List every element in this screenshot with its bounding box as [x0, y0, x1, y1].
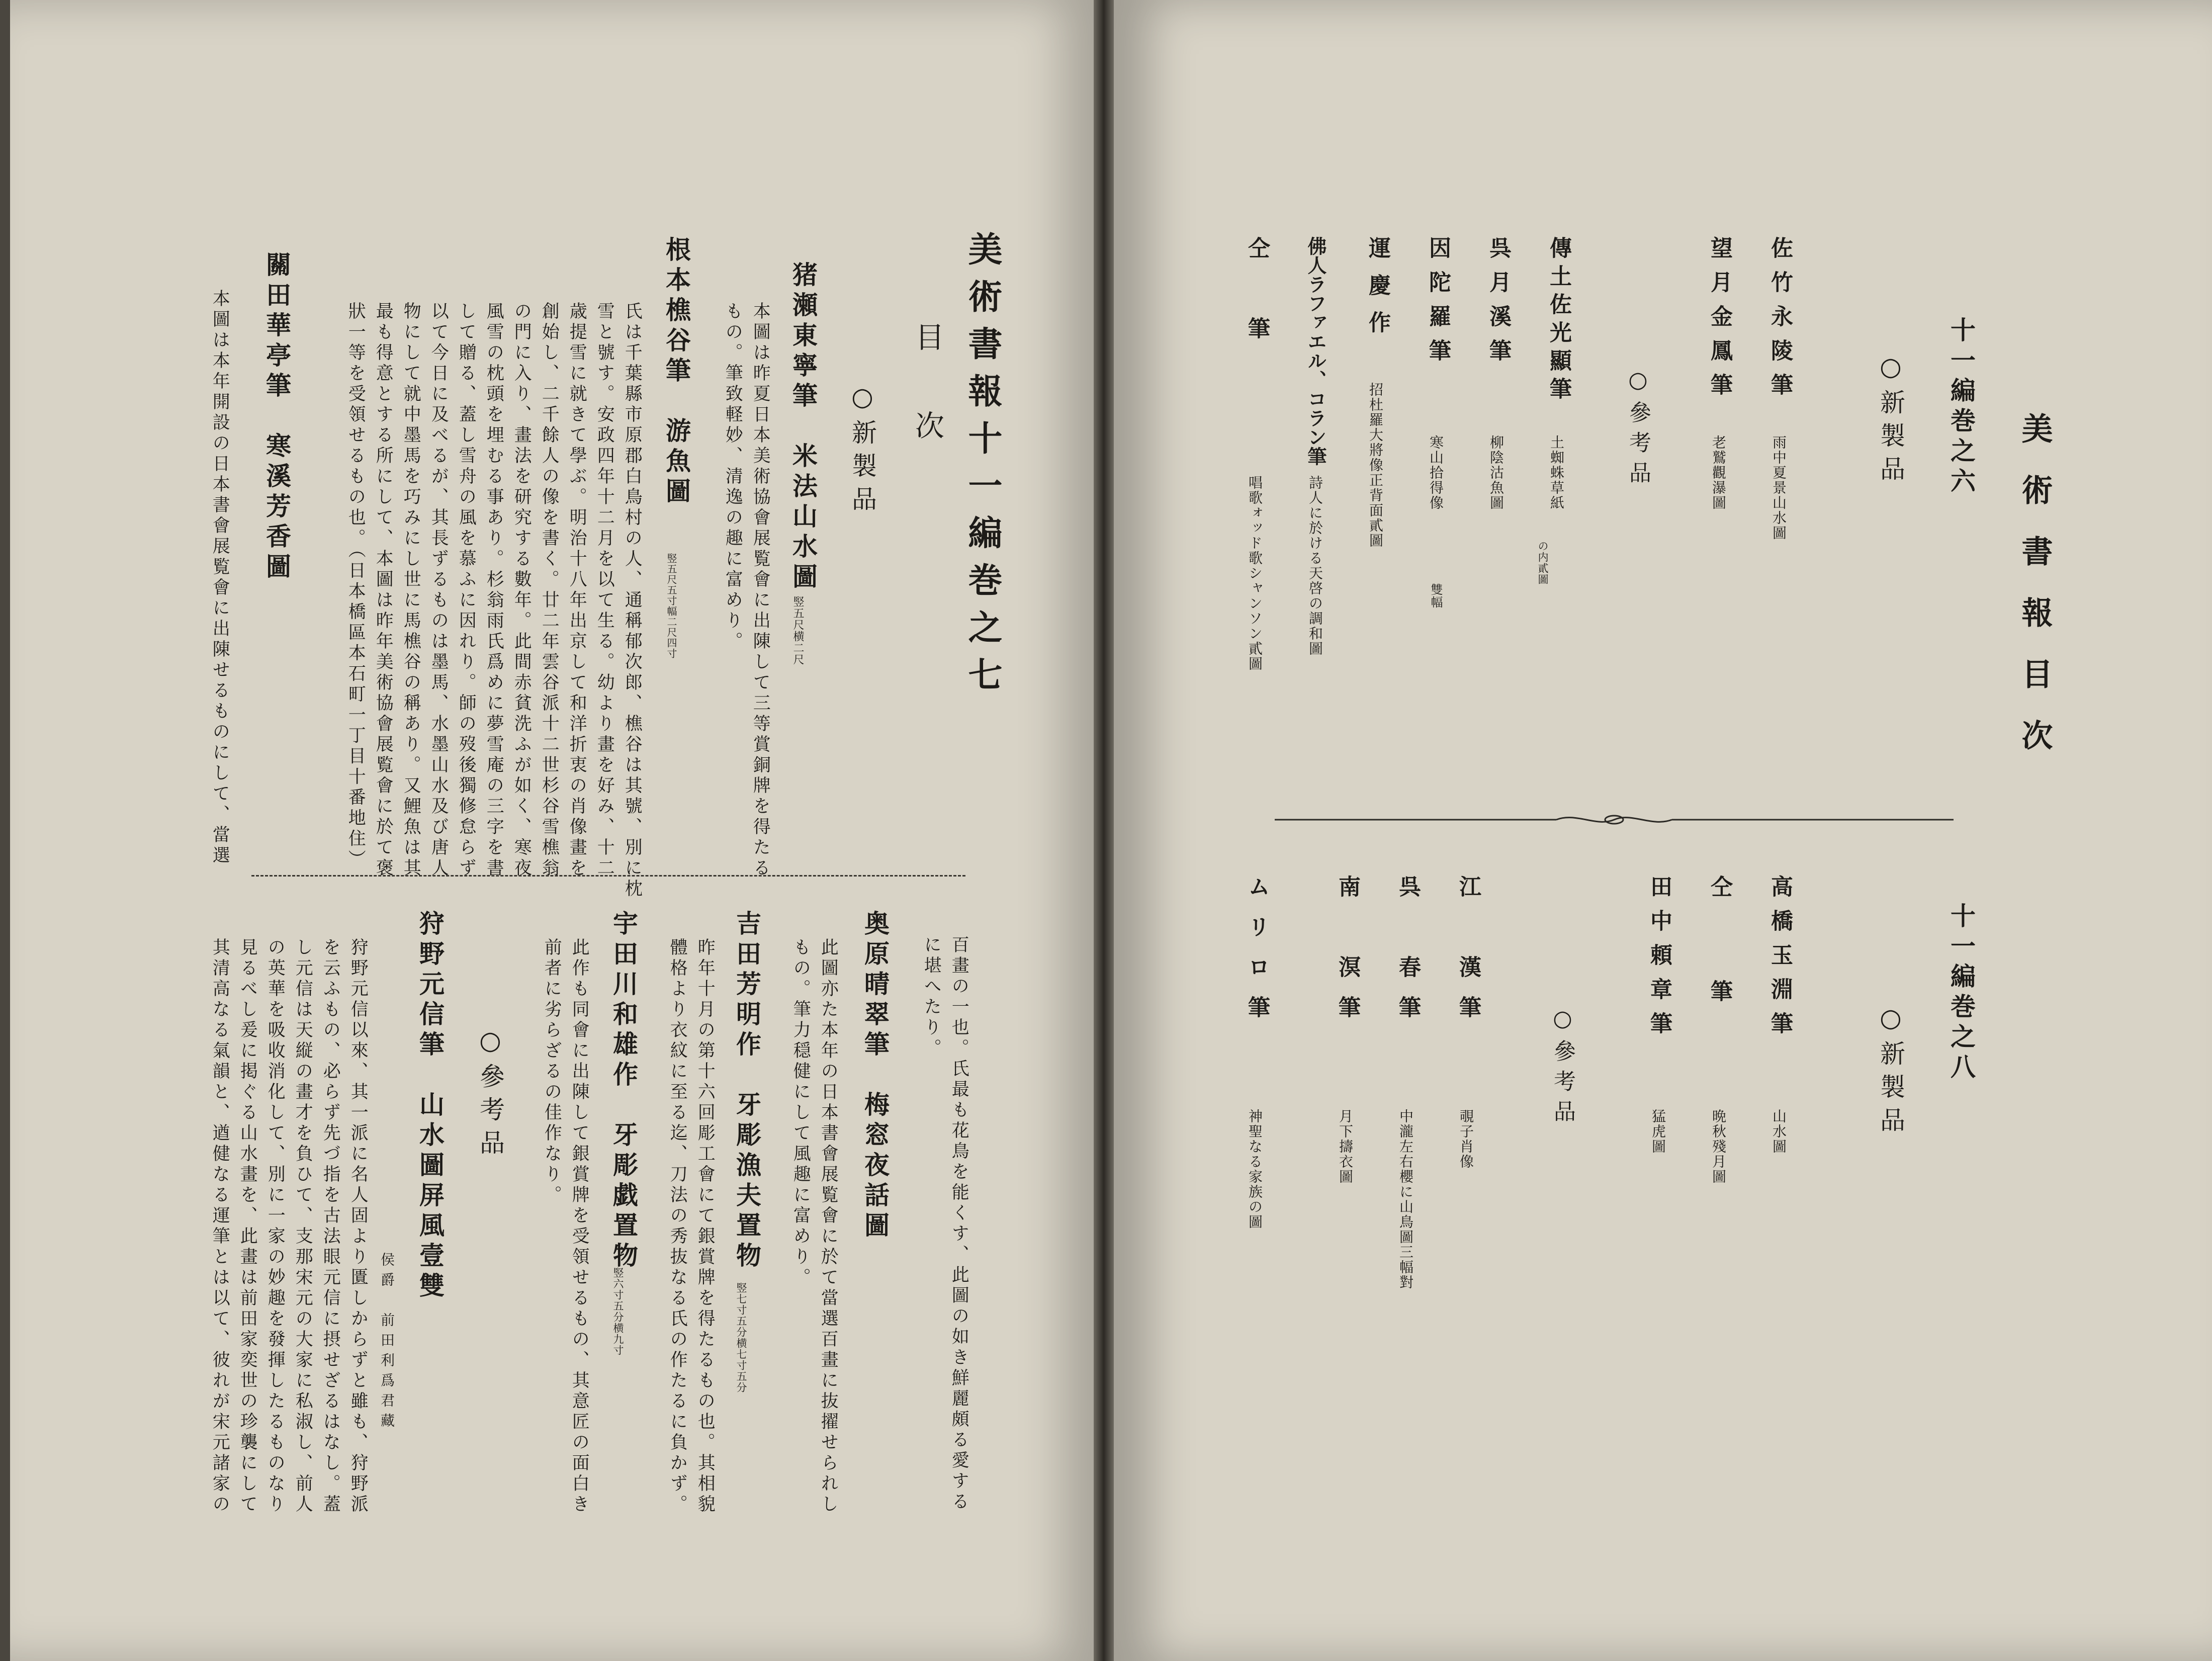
volume-8-heading: 十一編巻之八: [1946, 903, 1976, 1084]
vol6-ref4-artist: 運慶作: [1365, 236, 1390, 348]
vol6-ref6-work: 唱歌ォッド歌シャンソン貳圖: [1247, 475, 1263, 671]
entry-5-desc-line-1: 昨年十月の第十六回彫工會にて銀賞牌を得たるもの也。其相貌: [695, 938, 716, 1515]
vol6-item2-work: 老鷲觀瀑圖: [1710, 435, 1727, 510]
vol8-ref3-work: 月下擣衣圖: [1337, 1109, 1354, 1184]
new-products-heading: ○新製品: [848, 382, 877, 519]
left-page: [10, 0, 1094, 1661]
main-title: 美術書報目次: [2016, 412, 2053, 780]
ref-1-desc-line-6: 其清高なる氣韻と、遒健なる運筆とは以て、彼れが宋元諸家の: [210, 938, 230, 1515]
entry-1-desc-line-1: 本圖は昨夏日本美術協會展覧會に出陳して三等賞銅牌を得たる: [750, 302, 771, 879]
entry-2-desc-line-8: 以て今日に及べるが、其長ずるものは墨馬、水墨山水及び唐人: [428, 302, 449, 879]
vol6-ref5-work: 詩人に於ける天啓の調和圖: [1307, 475, 1323, 656]
entry-5-size: 竪七寸五分横七寸五分: [735, 1282, 747, 1393]
vol8-ref1-artist: 江 漢筆: [1455, 875, 1481, 1036]
bleed-through-left: [463, 261, 498, 284]
vol8-item1-work: 山水圖: [1771, 1109, 1787, 1154]
ref-1-desc-line-5: 見るべし爰に掲ぐる山水畫を、此畫は前田家奕世の珍襲にして: [237, 938, 258, 1515]
vol8-ref2-work: 中瀧左右櫻に山鳥圖三幅對: [1397, 1109, 1414, 1290]
vol6-ref3-artist: 因陀羅筆: [1425, 236, 1451, 373]
entry-2-desc-line-4: 創始し、二千餘人の像を書く。廿二年雲谷派十二世杉谷雪樵翁: [539, 302, 560, 879]
contents-heading: 目 次: [910, 322, 944, 455]
vol6-ref2-work: 柳陰沽魚圖: [1488, 435, 1505, 510]
entry-2-desc-line-7: して贈る、蓋し雪舟の風を慕ふに因れり。師の歿後獨修怠らず: [456, 302, 477, 879]
entry-6-heading: 宇田川和雄作 牙彫戯置物: [609, 910, 639, 1272]
entry-2-heading: 根本樵谷筆 游魚圖: [662, 236, 691, 508]
vol6-ref1-note: の内貳圖: [1537, 541, 1549, 585]
entry-2-desc-line-10: 最も得意とする所にして、本圖は昨年美術協會展覧會に於て褒: [373, 302, 394, 879]
entry-5-heading: 吉田芳明作 牙彫漁夫置物: [732, 910, 762, 1272]
vol8-ref1-work: 覗子肖像: [1458, 1109, 1474, 1169]
volume-7-title: 美術書報十一編巻之七: [962, 231, 1003, 704]
entry-3-heading: 關田華亭筆 寒溪芳香圖: [262, 251, 292, 583]
right-page: [1114, 0, 2212, 1661]
entry-2-desc-line-3: 歳提雪に就きて學ぶ。明治十八年出京して和洋折衷の肖像畫を: [567, 302, 587, 879]
vol6-ref4-work: 招杜羅大將像正背面貳圖: [1367, 382, 1384, 548]
section-divider: [251, 875, 965, 877]
reference-heading: ○參考品: [476, 1026, 505, 1163]
vol8-item3-artist: 田中頼章筆: [1646, 875, 1672, 1046]
entry-3-desc-cont-line-1: 百畫の一也。氏最も花鳥を能くす、此圖の如き鮮麗頗る愛する: [949, 935, 969, 1513]
entry-2-desc-line-9: 物にして就中墨馬を巧みにし世に馬樵谷の稱あり。又鯉魚は其: [401, 302, 421, 879]
entry-5-desc-line-2: 體格より衣紋に至る迄、刀法の秀抜なる氏の作たるに負かず。: [667, 938, 688, 1515]
entry-4-desc-line-2: もの。筆力穏健にして風趣に富めり。: [790, 938, 811, 1288]
entry-2-desc-line-2: 雪と號す。安政四年十二月を以て生る。幼より畫を好み、十二: [594, 302, 615, 879]
vol6-new-products-heading: ○新製品: [1876, 352, 1905, 489]
ref-1-desc-line-2: を云ふもの、必らず先づ指を古法眼元信に摂せざるはなし。蓋: [320, 938, 341, 1515]
vol8-ref4-work: 神聖なる家族の圖: [1247, 1109, 1263, 1230]
vol6-ref1-artist: 傳土佐光顯筆: [1546, 236, 1571, 405]
ornamental-divider: [1275, 812, 1954, 827]
entry-6-size: 竪六寸五分横九寸: [612, 1267, 624, 1356]
vol6-item1-artist: 佐竹永陵筆: [1767, 236, 1793, 407]
vol6-item2-artist: 望月金鳳筆: [1707, 236, 1732, 407]
entry-4-heading: 奥原晴翠筆 梅窓夜話圖: [860, 910, 890, 1242]
ref-1-heading: 狩野元信筆 山水圖屏風壹雙: [415, 910, 445, 1302]
vol6-ref5-artist: 佛人ラファエル、コラン筆: [1304, 236, 1327, 466]
ref-1-desc-line-4: の英華を吸收消化して、別に一家の妙趣を發揮したるものなり: [265, 938, 286, 1515]
ref-1-desc-line-1: 狩野元信以來、其一派に名人固より匱しからずと雖も、狩野派: [348, 938, 369, 1515]
vol8-reference-heading: ○參考品: [1550, 1006, 1575, 1130]
vol8-ref2-artist: 呉 春筆: [1395, 875, 1421, 1036]
entry-2-desc-line-1: 氏は千葉縣市原郡白鳥村の人、通稱郁次郎、樵谷は其號、別に枕: [622, 302, 643, 900]
vol6-ref3-work: 寒山拾得像: [1428, 435, 1444, 510]
vol6-ref2-artist: 呉月溪筆: [1485, 236, 1511, 373]
entry-6-desc-line-2: 前者に劣らざるの佳作なり。: [542, 938, 562, 1206]
vol8-ref3-artist: 南 溟筆: [1335, 875, 1360, 1036]
entry-4-desc-line-1: 此圖亦た本年の日本書會展覧會に於て當選百畫に抜擢せられし: [818, 938, 839, 1515]
vol8-item3-work: 猛虎圖: [1650, 1109, 1666, 1154]
entry-2-desc-line-6: 風雪の枕頭を埋むる事あり。杉翁雨氏爲めに夢雪庵の三字を書: [484, 302, 504, 879]
vol6-reference-heading: ○參考品: [1625, 367, 1651, 491]
vol8-new-products-heading: ○新製品: [1876, 1003, 1905, 1140]
vol6-ref3-note: 雙幅: [1429, 583, 1443, 608]
vol6-ref1-work: 土蜘蛛草紙: [1548, 435, 1565, 510]
volume-6-heading: 十一編巻之六: [1946, 317, 1976, 498]
entry-2-desc-line-5: の門に入り、畫法を研究する數年。此間赤貧洗ふが如く、寒夜: [511, 302, 532, 879]
entry-1-desc-line-2: もの。筆致軽妙、清逸の趣に富めり。: [723, 302, 743, 652]
vol8-item2-work: 晩秋殘月圖: [1710, 1109, 1727, 1184]
entry-2-size: 竪五尺五寸幅二尺四寸: [665, 553, 677, 659]
vol8-item1-artist: 高橋玉淵筆: [1767, 875, 1793, 1046]
entry-2-desc-line-11: 狀一等を受領せるもの也。（日本橋區本石町一丁目十番地住）: [345, 302, 366, 870]
vol6-item1-work: 雨中夏景山水圖: [1771, 435, 1787, 541]
vol8-item2-artist: 仝 筆: [1707, 875, 1732, 1032]
book-gutter: [1094, 0, 1114, 1661]
entry-3-desc-line-1: 本圖は本年開設の日本書會展覧會に出陳せるものにして、當選: [210, 289, 230, 866]
entry-6-desc-line-1: 此作も同會に出陳して銀賞牌を受領せるもの、其意匠の面白き: [569, 938, 590, 1515]
ref-1-desc-line-3: し元信は天縦の畫才を負ひて、支那宋元の大家に私淑し、前人: [293, 938, 313, 1515]
entry-3-desc-cont-line-2: に堪へたり。: [921, 935, 942, 1059]
vol6-ref6-artist: 仝 筆: [1244, 236, 1270, 357]
entry-1-size: 竪五尺横二尺: [791, 596, 804, 665]
ref-1-owner: 侯爵 前田利爲君藏: [379, 1252, 395, 1433]
entry-1-heading: 猪瀬東寧筆 米法山水圖: [788, 261, 818, 593]
vol8-ref4-artist: ムリロ筆: [1244, 875, 1270, 1036]
